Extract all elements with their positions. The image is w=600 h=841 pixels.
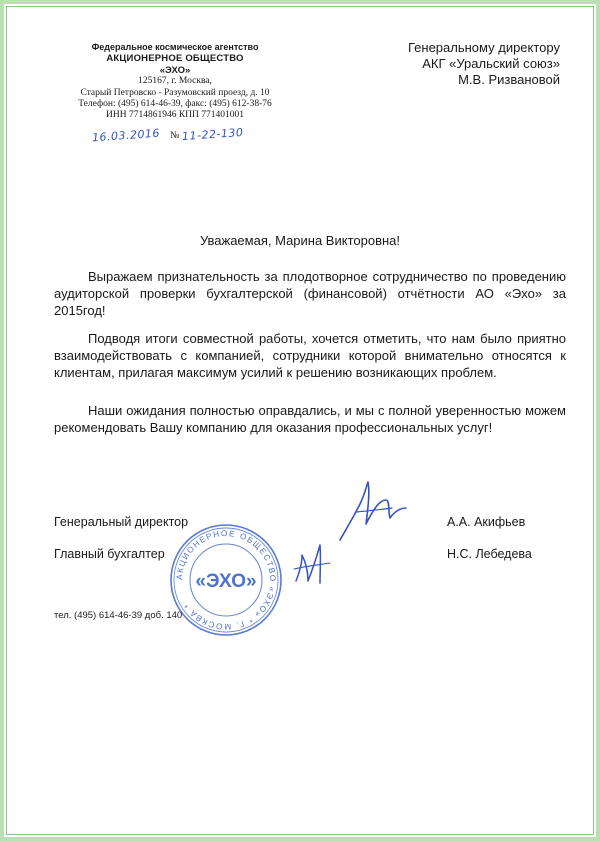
registration-number-sign: № <box>170 129 180 141</box>
accountant-role: Главный бухгалтер <box>54 547 165 561</box>
registration-line <box>70 122 280 145</box>
paragraph-line: Выражаем признательность за плодотворное сотрудничество по проведению <box>88 269 566 284</box>
paragraph-line: Подводя итоги совместной работы, хочется отметить, что нам было приятно <box>88 331 566 346</box>
sender-address-line1: 125167, г. Москва, <box>138 76 212 87</box>
registration-date: 16.03.2016 <box>91 126 161 145</box>
salutation: Уважаемая, Марина Викторовна! <box>199 233 400 248</box>
director-signature <box>330 478 420 548</box>
sender-brand: «ЭХО» <box>159 64 191 76</box>
sender-agency: Федеральное космическое агентство <box>91 42 259 52</box>
sender-inn-kpp: ИНН 7714861946 КПП 771401001 <box>105 110 244 121</box>
paragraph-3 <box>54 402 566 436</box>
paragraph-line: аудиторской проверки бухгалтерской (финансовой) отчётности АО «Эхо» за <box>54 286 566 301</box>
paragraph-line: клиентам, прилагая максимум усилий к решению возникающих проблем. <box>54 365 497 380</box>
director-role: Генеральный директор <box>54 515 189 529</box>
paragraph-line: 2015год! <box>54 303 106 318</box>
addressee-line3: М.В. Ризвановой <box>458 72 560 87</box>
accountant-name: Н.С. Лебедева <box>447 547 532 561</box>
addressee-line2: АКГ «Уральский союз» <box>422 56 560 71</box>
paragraph-1 <box>54 268 566 319</box>
accountant-signature <box>290 535 340 590</box>
director-name: А.А. Акифьев <box>447 515 526 529</box>
seal-ring-text: АКЦИОНЕРНОЕ ОБЩЕСТВО «ЭХО» * Г. МОСКВА * <box>174 528 278 632</box>
sender-company: АКЦИОНЕРНОЕ ОБЩЕСТВО <box>106 53 244 65</box>
company-seal <box>168 522 284 638</box>
addressee-line1: Генеральному директору <box>408 40 560 55</box>
registration-number: 11-22-130 <box>181 125 244 143</box>
footer-phone: тел. (495) 614-46-39 доб. 140 <box>54 610 183 621</box>
addressee-block <box>360 40 560 88</box>
paragraph-line: взаимодействовать с компанией, сотрудники которой внимательно относятся к <box>54 348 566 363</box>
sender-letterhead <box>70 42 280 145</box>
seal-center-text: «ЭХО» <box>195 571 257 592</box>
sender-address-line2: Старый Петровско - Разумовский проезд, д. 10 <box>80 87 270 98</box>
paragraph-line: Наши ожидания полностью оправдались, и мы с полной уверенностью можем <box>88 403 566 418</box>
sender-phone-fax: Телефон: (495) 614-46-39, факс: (495) 612-38-76 <box>78 99 272 110</box>
paragraph-2 <box>54 330 566 381</box>
paragraph-line: рекомендовать Вашу компанию для оказания профессиональных услуг! <box>54 420 493 435</box>
